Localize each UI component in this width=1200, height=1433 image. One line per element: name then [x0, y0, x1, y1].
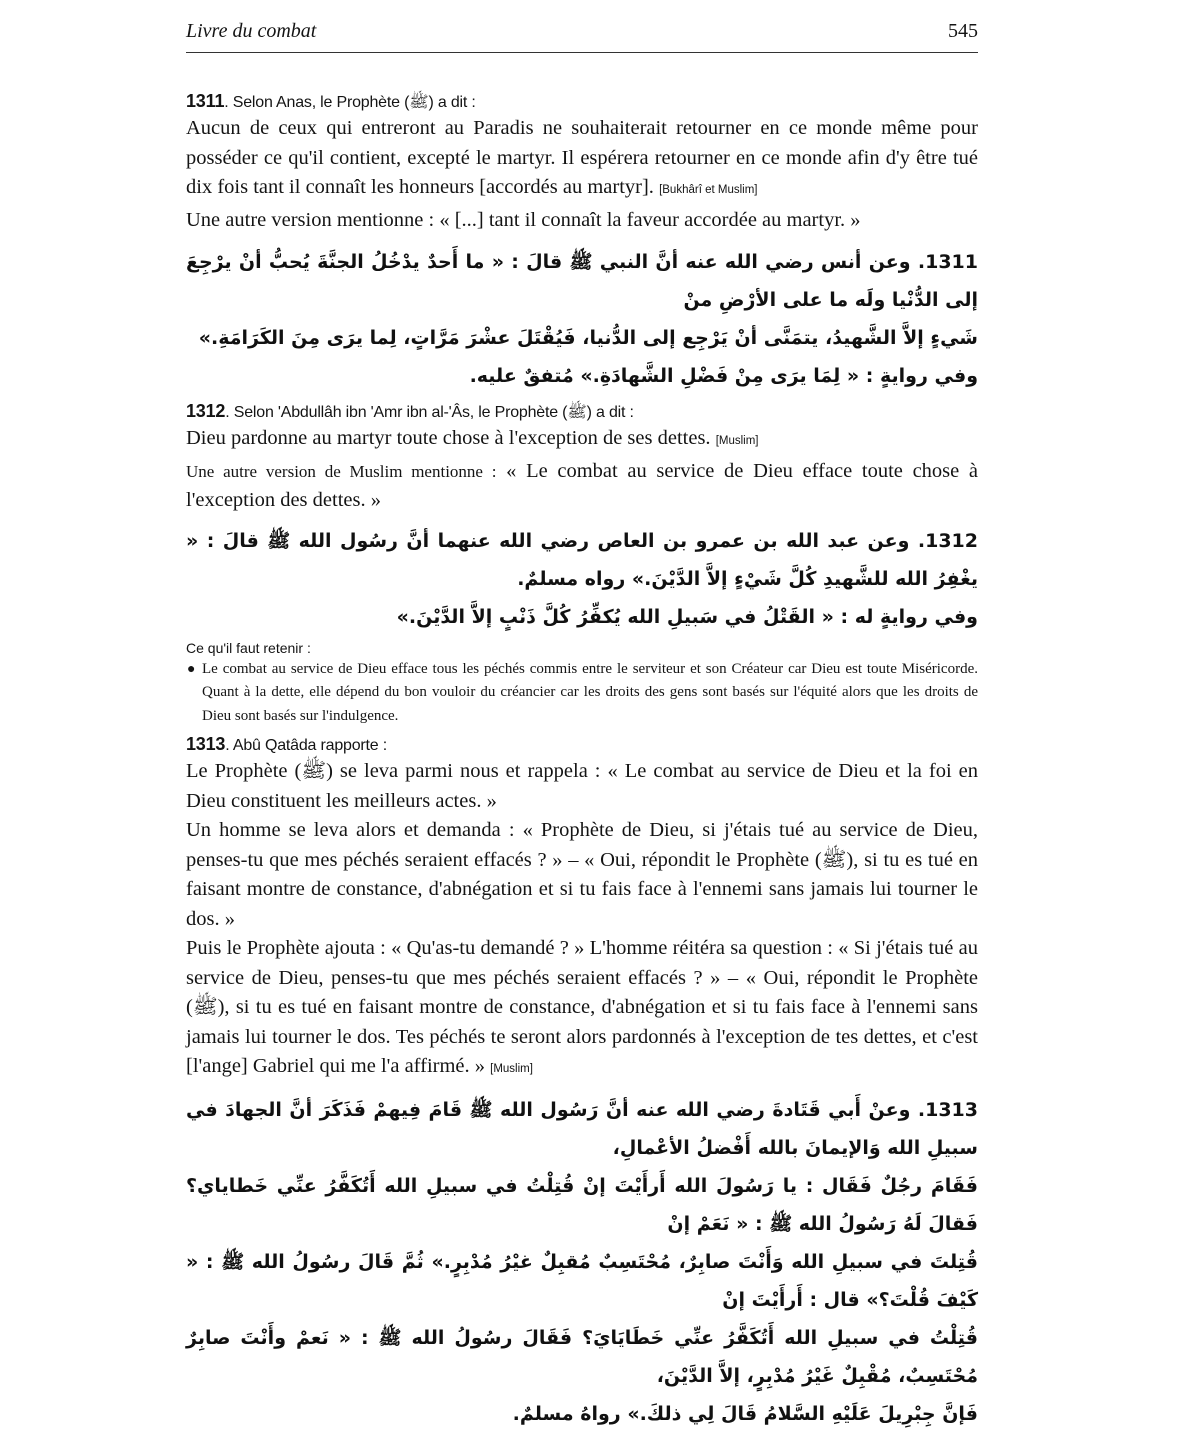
hadith-heading — [186, 90, 978, 114]
hadith-1312 — [186, 400, 978, 728]
hadith-intro: . Selon 'Abdullâh ibn 'Amr ibn al-'Âs, le Prophète (ﷺ) a dit : — [225, 404, 634, 421]
hadith-source: [Muslim] — [715, 435, 759, 447]
header-rule — [186, 52, 978, 53]
hadith-source: [Muslim] — [490, 1063, 533, 1075]
hadith-arabic-text: 1312. وعن عبد الله بن عمرو بن العاص رضي الله عنهما أنَّ رسُول الله ﷺ قالَ : « يغْفِرُ الله للشَّهيدِ كُلَّ شَيْءٍ إلاَّ الدَّيْنَ.» رواه مسلمٌ. وفي روايةٍ له : « القَتْلُ في سَبيلِ الله يُكفِّرُ كُلَّ ذَنْبٍ إلاَّ الدَّيْنَ.» — [186, 529, 978, 628]
running-header — [186, 20, 978, 50]
hadith-other-version: Une autre version mentionne : « [...] tant il connaît la faveur accordée au martyr. » — [186, 208, 861, 231]
bullet-icon: ● — [187, 661, 196, 677]
hadith-french-text: Aucun de ceux qui entreront au Paradis ne souhaiterait retourner en ce monde même pour posséder ce qu'il contient, excepté le martyr. Il espérera retourner en ce monde afin d'y être tué dix fois tant il connaît les honneurs [accordés au martyr]. [Bukhârî et Muslim] — [186, 117, 978, 198]
hadith-arabic-text: 1313. وعنْ أَبي قَتَادةَ رضي الله عنه أنَّ رَسُول الله ﷺ قَامَ فِيهمْ فَذَكَرَ أنَّ الجهادَ في سبيلِ الله وَالإيمانَ بالله أَفْضلُ الأعْمالِ، فَقَامَ رجُلٌ فَقَال : يا رَسُولَ الله أَرأَيْتَ إنْ قُتِلْتُ في سبيلِ الله أَتُكَفَّرُ عنِّي خَطاياي؟ فَقالَ لَهُ رَسُولُ الله ﷺ : « نَعَمْ إنْ قُتِلتَ في سبيلِ الله وَأَنْتَ صابِرٌ، مُحْتَسِبٌ مُقبِلٌ غيْرُ مُدْبِرٍ.» ثُمَّ قَالَ رسُولُ الله ﷺ : « كَيْفَ قُلْتَ؟» قال : أَرأَيْتَ إنْ قُتِلْتُ في سبيلِ الله أَتُكَفَّرُ عنِّي خَطَايَايَ؟ فَقَالَ رسُولُ الله ﷺ : « نَعمْ وأَنْتَ صابِرٌ مُحْتَسِبٌ، مُقْبِلٌ غَيْرُ مُدْبِرٍ، إلاَّ الدَّيْنَ، فَإنَّ جِبْرِيلَ عَلَيْهِ السَّلامُ قَالَ لِي ذلكَ.» رواهُ مسلمٌ. — [186, 1098, 978, 1425]
hadith-heading — [186, 400, 978, 424]
hadith-french-paragraph: Le Prophète (ﷺ) se leva parmi nous et rappela : « Le combat au service de Dieu et la foi en Dieu constituent les meilleurs actes. » — [186, 760, 978, 812]
hadith-intro: . Selon Anas, le Prophète (ﷺ) a dit : — [224, 94, 476, 111]
hadith-french-paragraph: Puis le Prophète ajouta : « Qu'as-tu demandé ? » L'homme réitéra sa question : « Si j'étais tué au service de Dieu, penses-tu que mes péchés seraient effacés ? » – « Oui, répondit le Prophète (ﷺ), si tu es tué en faisant montre de constance, d'abnégation et si tu fais face à l'ennemi sans jamais lui tourner le dos. Tes péchés te seront alors pardonnés à l'exception de tes dettes, et c'est [l'ange] Gabriel qui me l'a affirmé. » [Muslim] — [186, 937, 978, 1077]
hadith-french-paragraph: Un homme se leva alors et demanda : « Prophète de Dieu, si j'étais tué au service de Dieu, penses-tu que mes péchés seraient effacés ? » – « Oui, répondit le Prophète (ﷺ), si tu es tué en faisant montre de constance, d'abnégation et si tu fais face à l'ennemi sans jamais lui tourner le dos. » — [186, 819, 978, 930]
hadith-source: [Bukhârî et Muslim] — [659, 184, 758, 196]
hadith-1311 — [186, 90, 978, 395]
hadith-number: 1313 — [186, 734, 226, 754]
hadith-other-version: Une autre version de Muslim mentionne : « Le combat au service de Dieu efface toute chose à l'exception des dettes. » — [186, 459, 979, 511]
hadith-arabic-text: 1311. وعن أنس رضي الله عنه أنَّ النبي ﷺ قالَ : « ما أَحدٌ يدْخُلُ الجنَّةَ يُحبُّ أنْ يرْجِعَ إلى الدُّنْيا ولَه ما على الأرْضِ منْ شَيءٍ إلاَّ الشَّهيدُ، يتمَنَّى أنْ يَرْجِع إلى الدُّنيا، فَيُقْتَلَ عشْرَ مَرَّاتٍ، لِما يرَى مِنَ الكَرَامَةِ.» وفي روايةٍ : « لِمَا يرَى مِنْ فَضْلِ الشَّهادَةِ.» مُتفقٌ عليه. — [186, 251, 978, 387]
hadith-french-text: Dieu pardonne au martyr toute chose à l'exception de ses dettes. [Muslim] — [186, 427, 759, 449]
page-number: 545 — [948, 20, 978, 42]
hadith-number: 1312 — [186, 401, 226, 421]
retain-title: Ce qu'il faut retenir : — [186, 639, 311, 656]
retain-item: ● Le combat au service de Dieu efface tous les péchés commis entre le serviteur et son Créateur car Dieu est toute Miséricorde. Quant à la dette, elle dépend du bon vouloir du créancier car les droits des gens sont basés sur l'équité alors que les droits de Dieu sont basés sur l'indulgence. — [186, 658, 978, 729]
hadith-number: 1311 — [186, 91, 225, 111]
running-title: Livre du combat — [186, 20, 317, 42]
hadith-heading — [186, 733, 978, 757]
hadith-intro: . Abû Qatâda rapporte : — [225, 737, 387, 754]
